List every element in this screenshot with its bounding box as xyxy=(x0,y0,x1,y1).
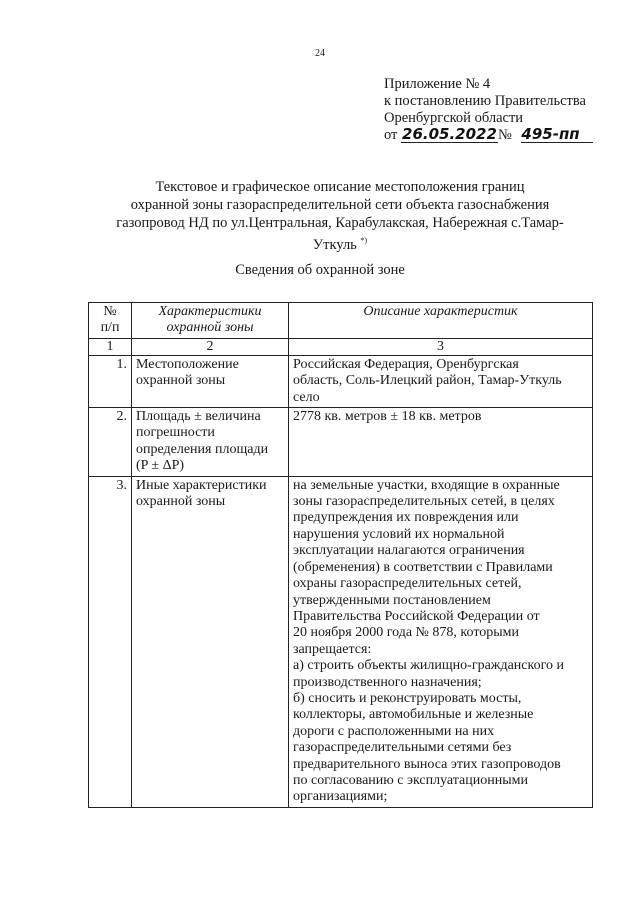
description-line: Российская Федерация, Оренбургская xyxy=(293,356,519,372)
title-line-end: Уткуль xyxy=(312,236,357,253)
characteristic-line: определения площади xyxy=(136,441,269,457)
table-row xyxy=(89,408,593,477)
row-number: 1. xyxy=(89,355,132,407)
description-line: эксплуатации налагаются ограничения xyxy=(293,543,525,559)
header-description-cell: Описание характеристик xyxy=(289,303,593,339)
from-label: от xyxy=(384,127,398,143)
row-description xyxy=(289,408,593,477)
row-number: 2. xyxy=(89,408,132,477)
description-line: 2778 кв. метров ± 18 кв. метров xyxy=(293,409,482,425)
row-characteristic xyxy=(132,408,289,477)
page-number: 24 xyxy=(315,48,325,59)
title-line: газопровод НД по ул.Центральная, Карабулакская, Набережная с.Тамар- xyxy=(116,215,564,231)
row-characteristic xyxy=(132,476,289,807)
column-number: 2 xyxy=(132,338,289,355)
description-line: коллекторы, автомобильные и железные xyxy=(293,707,534,723)
appendix-block xyxy=(384,76,634,144)
description-line: на земельные участки, входящие в охранные xyxy=(293,477,560,493)
column-number: 1 xyxy=(89,338,132,355)
row-number: 3. xyxy=(89,476,132,807)
header-number-line: № xyxy=(103,304,117,319)
section-title: Сведения об охранной зоне xyxy=(235,262,405,278)
column-number: 3 xyxy=(289,338,593,355)
appendix-date-line xyxy=(384,127,634,144)
description-line: организациями; xyxy=(293,789,388,805)
description-line: газораспределительными сетями без xyxy=(293,740,512,756)
description-line: б) сносить и реконструировать мосты, xyxy=(293,690,522,706)
description-line: производственного назначения; xyxy=(293,674,482,690)
characteristic-line: (P ± ΔP) xyxy=(136,458,185,474)
title-line: охранной зоны газораспределительной сети объекта газоснабжения xyxy=(130,197,550,213)
header-number-cell xyxy=(89,303,132,339)
characteristic-line: охранной зоны xyxy=(136,373,226,389)
characteristic-line: погрешности xyxy=(136,425,215,441)
document-title xyxy=(60,178,620,254)
description-line: а) строить объекты жилищно-гражданского и xyxy=(293,658,564,674)
footnote-mark: *) xyxy=(360,236,368,245)
description-line: предварительного выноса этих газопроводов xyxy=(293,756,561,772)
row-description xyxy=(289,355,593,407)
header-characteristics-line: Характеристики xyxy=(158,304,262,319)
handwritten-date: 26.05.2022 xyxy=(402,125,497,143)
description-line: предупреждения их повреждения или xyxy=(293,510,519,526)
description-line: зоны газораспределительных сетей, в целях xyxy=(293,494,555,510)
appendix-title: Приложение № 4 xyxy=(384,76,491,92)
description-line: область, Соль-Илецкий район, Тамар-Уткуль xyxy=(293,373,562,389)
characteristic-line: Иные характеристики xyxy=(136,477,267,493)
number-sign: № xyxy=(497,127,512,143)
description-line: 20 ноября 2000 года № 878, которыми xyxy=(293,625,520,641)
row-characteristic xyxy=(132,355,289,407)
column-number-row xyxy=(89,338,593,355)
table-header-row xyxy=(89,303,593,339)
header-characteristics-line: охранной зоны xyxy=(166,320,254,336)
title-line xyxy=(60,232,620,254)
title-line: Текстовое и графическое описание местоположения границ xyxy=(155,179,525,195)
description-line: село xyxy=(293,389,320,405)
header-number-line: п/п xyxy=(100,320,120,336)
appendix-resolution-line: к постановлению Правительства xyxy=(384,93,586,109)
description-line: по согласованию с эксплуатационными xyxy=(293,772,528,788)
row-description xyxy=(289,476,593,807)
table-row xyxy=(89,476,593,807)
characteristic-line: Площадь ± величина xyxy=(136,409,261,425)
description-line: утвержденными постановлением xyxy=(293,592,491,608)
protection-zone-table xyxy=(88,302,593,808)
description-line: запрещается: xyxy=(293,641,372,657)
handwritten-number: 495-пп xyxy=(521,127,593,143)
appendix-region-line: Оренбургской области xyxy=(384,110,524,126)
description-line: охраны газораспределительных сетей, xyxy=(293,576,522,592)
header-characteristics-cell xyxy=(132,303,289,339)
characteristic-line: охранной зоны xyxy=(136,494,226,510)
description-line: (обременения) в соответствии с Правилами xyxy=(293,559,553,575)
characteristic-line: Местоположение xyxy=(136,356,239,372)
description-line: дороги с расположенными на них xyxy=(293,723,495,739)
table-row xyxy=(89,355,593,407)
description-line: нарушения условий их нормальной xyxy=(293,526,505,542)
description-line: Правительства Российской Федерации от xyxy=(293,608,540,624)
